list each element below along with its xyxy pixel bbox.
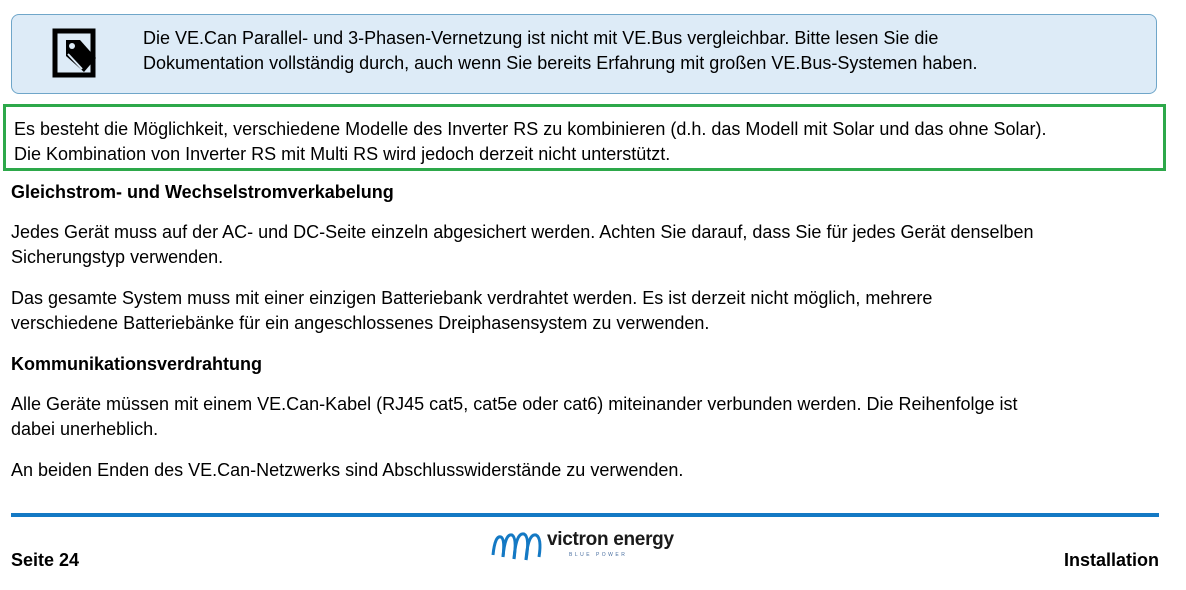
footer-section-title: Installation	[1063, 550, 1159, 570]
text-line: Das gesamte System muss mit einer einzigen Batteriebank verdrahtet werden. Es ist derzeit nicht möglich, mehrere	[11, 288, 933, 308]
paragraph-cable	[11, 392, 1161, 442]
paragraph-battery	[11, 286, 1161, 336]
victron-wave-icon	[489, 529, 545, 563]
note-text	[143, 26, 1143, 76]
note-line: Die VE.Can Parallel- und 3-Phasen-Vernetzung ist nicht mit VE.Bus vergleichbar. Bitte lesen Sie die	[143, 28, 939, 48]
highlight-text	[14, 117, 1164, 167]
highlight-line: Es besteht die Möglichkeit, verschiedene Modelle des Inverter RS zu kombinieren (d.h. das Modell mit Solar und das ohne Solar).	[14, 119, 1047, 139]
highlighted-paragraph	[3, 104, 1166, 171]
footer-rule	[11, 513, 1159, 517]
text-line: verschiedene Batteriebänke für ein angeschlossenes Dreiphasensystem zu verwenden.	[11, 313, 710, 333]
paragraph-fusing	[11, 220, 1161, 270]
logo-wordmark: victron energy	[547, 529, 674, 550]
warning-tag-icon	[52, 28, 102, 80]
text-line: dabei unerheblich.	[11, 419, 159, 439]
text-line: Alle Geräte müssen mit einem VE.Can-Kabel (RJ45 cat5, cat5e oder cat6) miteinander verbunden werden. Die Reihenfolge ist	[11, 394, 1018, 414]
text-line: Jedes Gerät muss auf der AC- und DC-Seite einzeln abgesichert werden. Achten Sie darauf, dass Sie für jedes Gerät denselben	[11, 222, 1034, 242]
section-heading-communication: Kommunikationsverdrahtung	[11, 354, 263, 374]
victron-logo	[489, 527, 689, 567]
paragraph-terminators: An beiden Enden des VE.Can-Netzwerks sind Abschlusswiderstände zu verwenden.	[11, 460, 684, 480]
highlight-line: Die Kombination von Inverter RS mit Multi RS wird jedoch derzeit nicht unterstützt.	[14, 144, 671, 164]
text-line: Sicherungstyp verwenden.	[11, 247, 224, 267]
note-box	[11, 14, 1157, 94]
logo-tagline: BLUE POWER	[569, 552, 628, 558]
page-number: Seite 24	[11, 550, 80, 570]
note-line: Dokumentation vollständig durch, auch wenn Sie bereits Erfahrung mit großen VE.Bus-Systemen haben.	[143, 53, 978, 73]
section-heading-wiring: Gleichstrom- und Wechselstromverkabelung	[11, 182, 394, 202]
